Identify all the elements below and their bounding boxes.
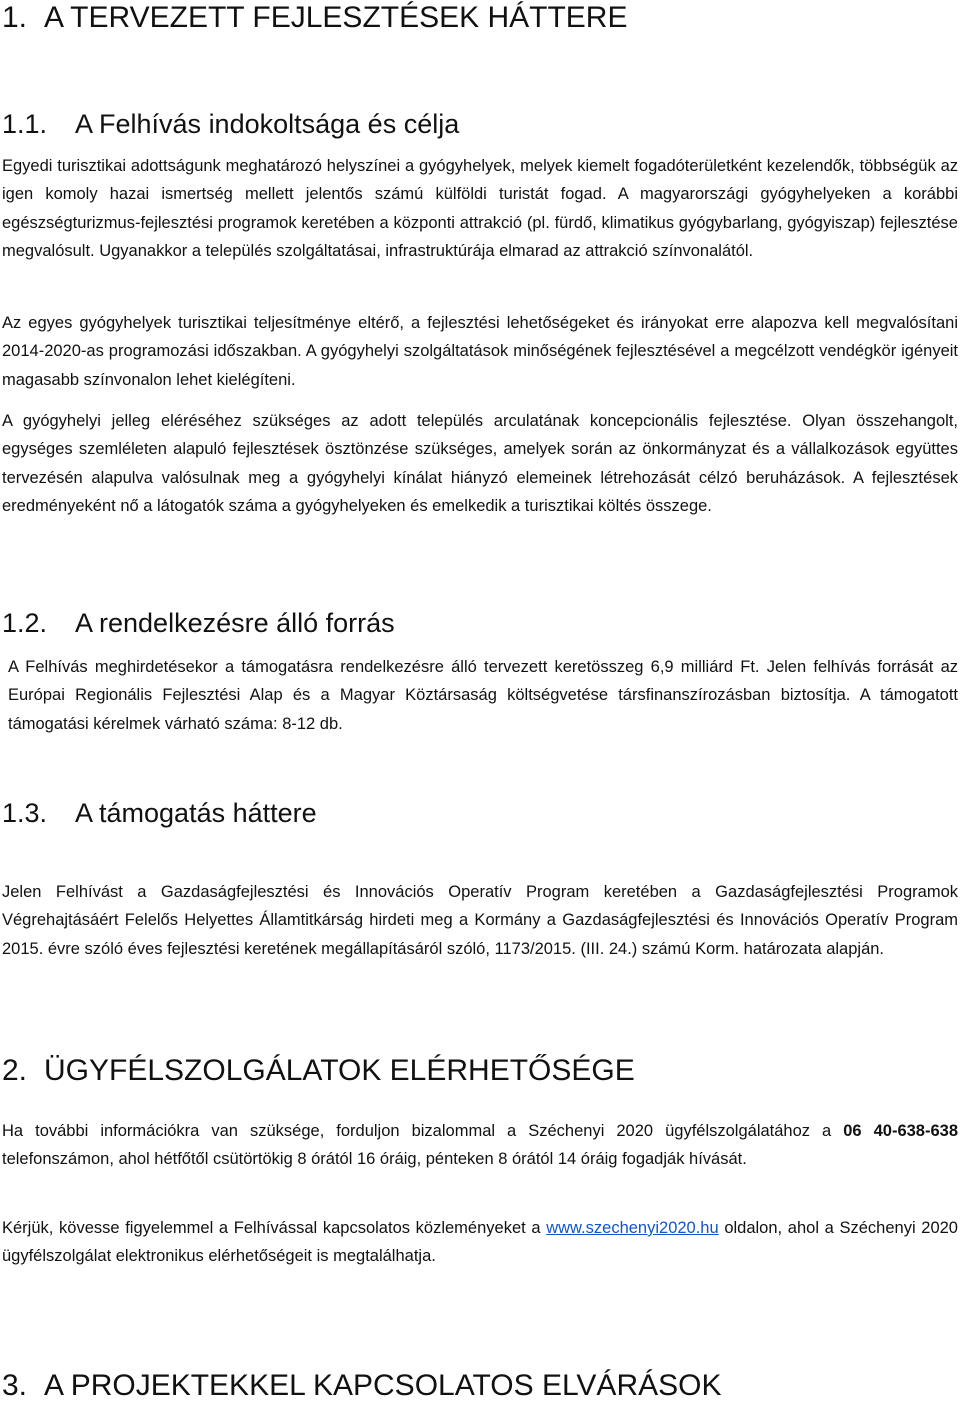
contact-paragraph <box>2 1117 958 1174</box>
section-number: 3. <box>2 1369 28 1402</box>
section-1-3-heading <box>2 797 317 829</box>
paragraph: Jelen Felhívást a Gazdaságfejlesztési és Innovációs Operatív Program keretében a Gazdaságfejlesztési Programok Végrehajtásáért Felelős Helyettes Államtitkárság hirdeti meg a Kormány a Gazdaságfejlesztési és Innovációs Operatív Program 2015. évre szóló éves fejlesztési keretének megállapításáról szóló, 1173/2015. (III. 24.) számú Korm. határozata alapján. <box>2 883 958 958</box>
website-text: oldalon, ahol a Széchenyi 2020 ügyfélszolgálat elektronikus elérhetőségeit is megtalálhatja. <box>2 1219 958 1266</box>
paragraph: A Felhívás meghirdetésekor a támogatásra rendelkezésre álló tervezett keretösszeg 6,9 milliárd Ft. Jelen felhívás forrását az Európai Regionális Fejlesztési Alap és a Magyar Köztársaság költségvetése társfinanszírozásban biztosítja. A támogatott támogatási kérelmek várható száma: 8-12 db. <box>8 658 958 733</box>
section-title: A PROJEKTEKKEL KAPCSOLATOS ELVÁRÁSOK <box>44 1369 722 1402</box>
section-title: A TERVEZETT FEJLESZTÉSEK HÁTTERE <box>44 1 628 34</box>
paragraph: Az egyes gyógyhelyek turisztikai teljesítménye eltérő, a fejlesztési lehetőségeket és irányokat erre alapozva kell megvalósítani 2014-2020-as programozási időszakban. A gyógyhelyi szolgáltatások minőségének fejlesztésével a megcélzott vendégkör igényeit magasabb színvonalon lehet kielégíteni. <box>2 314 958 389</box>
contact-text: telefonszámon, ahol hétfőtől csütörtökig 8 órától 16 óráig, pénteken 8 órától 14 óráig fogadják hívását. <box>2 1150 747 1169</box>
section-1-2-heading <box>2 607 395 639</box>
section-title: A támogatás háttere <box>75 798 317 828</box>
section-number: 1.1. <box>2 109 48 139</box>
section-number: 1. <box>2 1 28 34</box>
section-title: A rendelkezésre álló forrás <box>75 608 395 638</box>
section-1-heading <box>2 0 627 36</box>
section-3-heading <box>2 1368 721 1404</box>
section-title: ÜGYFÉLSZOLGÁLATOK ELÉRHETŐSÉGE <box>44 1054 635 1087</box>
website-paragraph <box>2 1214 958 1271</box>
section-1-1-heading <box>2 108 459 140</box>
paragraph: Egyedi turisztikai adottságunk meghatározó helyszínei a gyógyhelyek, melyek kiemelt fogadóterületként kezelendők, többségük az igen komoly hazai ismertség mellett jelentős számú külföldi turistát fogad. A magyarországi gyógyhelyeken a korábbi egészségturizmus-fejlesztési programok keretében a központi attrakció (pl. fürdő, klimatikus gyógybarlang, gyógyiszap) fejlesztése megvalósult. Ugyanakkor a település szolgáltatásai, infrastruktúrája elmarad az attrakció színvonalától. <box>2 157 958 261</box>
section-number: 1.2. <box>2 608 48 638</box>
website-text: Kérjük, kövesse figyelemmel a Felhívással kapcsolatos közleményeket a <box>2 1219 547 1237</box>
section-2-heading <box>2 1053 635 1089</box>
phone-number: 06 40-638-638 <box>843 1122 959 1140</box>
paragraph: A gyógyhelyi jelleg eléréséhez szükséges az adott település arculatának koncepcionális fejlesztése. Olyan összehangolt, egységes szemléleten alapuló fejlesztések ösztönzése szükséges, amelyek során az önkormányzat és a vállalkozások együttes tervezésén alapulva valósulnak meg a gyógyhelyi kínálat hiányzó elemeinek létrehozását célzó beruházások. A fejlesztések eredményeként nő a látogatók száma a gyógyhelyeken és emelkedik a turisztikai költés összege. <box>2 412 958 516</box>
website-link[interactable]: www.szechenyi2020.hu <box>546 1219 719 1237</box>
section-title: A Felhívás indokoltsága és célja <box>75 109 460 139</box>
section-number: 2. <box>2 1054 28 1087</box>
section-number: 1.3. <box>2 798 48 828</box>
contact-text: Ha további információkra van szüksége, forduljon bizalommal a Széchenyi 2020 ügyfélszolgálatához a <box>2 1122 844 1140</box>
